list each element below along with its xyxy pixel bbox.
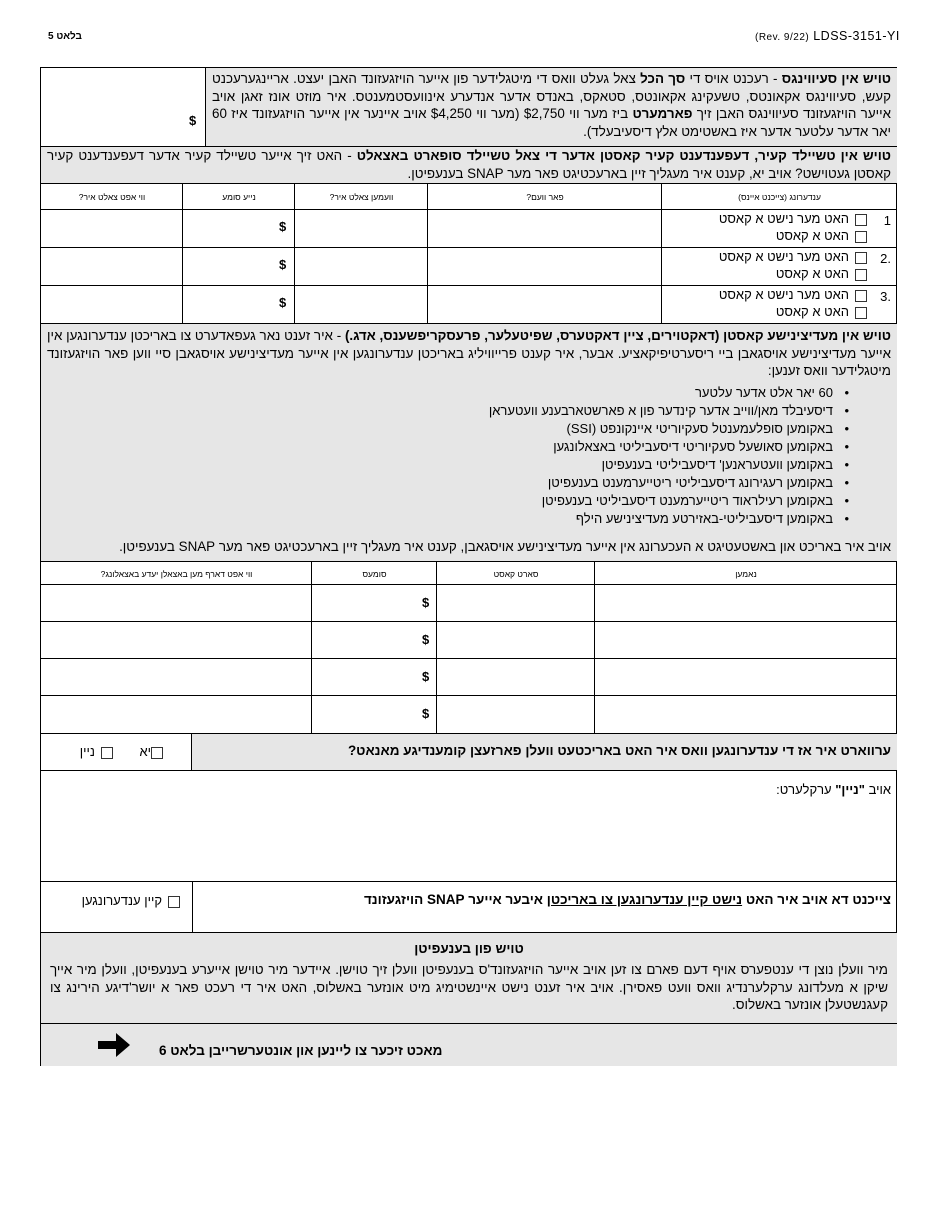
medical-footer: אויב איר באריכט און באשטעטיגט א העכערונג אין אייער מעדיצינישע אויסגאבן, קענט איר מעגליך זיין בארעכטיגט פאר מער SNAP בענעפיטן. [119, 538, 891, 554]
dollar-sign: $ [279, 257, 287, 272]
list-item: • דיסעיבלד מאן/ווייב אדער קינדער פון א פארשטארבענע וועטעראן [47, 402, 891, 420]
medical-text: טויש אין מעדיצינישע קאסטן (דאקטוירים, ציין דאקטערס, שפיטעלער, פרעסקריפשענס, אדג.) - איר זענט נאר געפאדערט צו באריכטן ענדערונגען אין אייער מעדיצינישע אויסגאבן ביי ריסערטיפיקאציע. אבער, איר קענט פרייוויליג באריכטן ענדערונגען אין אייער מעדיצינישע אויסגאבן סיי ווען פאר הויזגעזונד מיטגלידער וואס זענען: [47, 328, 891, 378]
continue-bar [41, 1024, 897, 1066]
explain-label: אויב "ניין" ערקלערט: [776, 782, 891, 797]
row-number: .2 [880, 251, 891, 266]
checkbox[interactable] [855, 307, 867, 319]
option-has-cost[interactable]: האט א קאסט [776, 303, 867, 320]
medical-col-name: נאמען [735, 569, 757, 579]
no-change-label: קיין ענדערונגען [81, 893, 162, 908]
explain-area[interactable] [41, 771, 897, 881]
no-change-text: צייכנט דא אויב איר האט נישט קיין ענדערונגען צו באריכטן איבער אייער SNAP הויזגעזונד [363, 892, 891, 907]
continue-question [191, 734, 897, 770]
childcare-text: טויש אין טשיילד קעיר, דעפענדענט קעיר קאסטן אדער די צאל טשיילד סופארט באצאלט - האט זיך אייער טשיילד קעיר אדער דעפענדענט קעיר קאסטן געטוישט? אויב יא, קענט איר מעגליך זיין בארעכטיגט פאר מער SNAP בענעפיטן. [47, 148, 891, 181]
childcare-col-for-whom: פאר וועם? [526, 192, 564, 202]
medical-row-2 [41, 621, 897, 658]
medical-col-amount: סומעס [362, 569, 387, 579]
checkbox[interactable] [855, 269, 867, 281]
option-no-cost[interactable]: האט מער נישט א קאסט [719, 286, 867, 303]
childcare-col-frequency: ווי אפט צאלט איר? [78, 192, 146, 202]
childcare-col-new-amount: נייע סומע [222, 192, 256, 202]
medical-row-3 [41, 658, 897, 695]
list-item: • באקומען וועטעראנען' דיסעביליטי בענעפיטן [47, 456, 891, 474]
arrow-right-icon [96, 1030, 132, 1060]
dollar-sign: $ [422, 632, 430, 647]
medical-section [41, 324, 897, 561]
childcare-col-pay-whom: וועמען צאלט איר? [329, 192, 394, 202]
savings-text: טויש אין סעיווינגס - רעכנט אויס די סך הכל צאל געלט וואס די מיטגלידער פון אייער הויזגעזונד האבן יעצט. אריינגערעכנט קעש, סעיווינגס אקאונטס, טשעקינג אקאונטס, סטאקס, באנדס אדער אנדערע אינוועסטמענטס. איר מוזט אונז זאגן אויב אייער הויזגעזונד סעיווינגס האבן זיך פארמערט ביז מער ווי $2,750 (מער ווי $4,250 אויב איינער אין אייער הויזגעזונד איז 60 יאר אדער עלטער אדער איז באשטימט אלץ דיסעיבעלד). [212, 71, 891, 139]
no-change-checkbox[interactable] [168, 896, 180, 908]
childcare-col-change: ענדערונג (צייכנט איינס) [738, 192, 821, 202]
list-item: • 60 יאר אלט אדער עלטער [47, 384, 891, 402]
continue-text: מאכט זיכער צו ליינען און אונטערשרייבן בלאט 6 [159, 1043, 443, 1058]
list-item: • באקומען דיסעביליטי-באזירטע מעדיצינישע הילף [47, 510, 891, 528]
form-id [755, 29, 900, 43]
medical-row-4 [41, 695, 897, 733]
dollar-sign: $ [422, 595, 430, 610]
dollar-sign: $ [279, 219, 287, 234]
checkbox[interactable] [855, 214, 867, 226]
medical-col-type: סארט קאסט [493, 569, 539, 579]
no-change-option[interactable] [41, 882, 192, 932]
childcare-row-1 [41, 209, 897, 247]
row-number: 1 [883, 213, 891, 228]
yes-checkbox[interactable] [151, 747, 163, 759]
no-checkbox[interactable] [101, 747, 113, 759]
dollar-sign: $ [189, 113, 197, 128]
checkbox[interactable] [855, 231, 867, 243]
page-number: בלאט 5 [48, 31, 82, 42]
savings-section [205, 68, 897, 146]
option-no-cost[interactable]: האט מער נישט א קאסט [719, 248, 867, 265]
medical-conditions-list [47, 384, 891, 528]
childcare-row-2 [41, 247, 897, 285]
question-text: ערווארט איר אז די ענדערונגען וואס איר האט באריכטעט וועלן פארזעצן קומענדיגע מאנאט? [347, 743, 891, 758]
childcare-row-3 [41, 285, 897, 323]
row-number: .3 [880, 289, 891, 304]
dollar-sign: $ [422, 706, 430, 721]
form-number: LDSS-3151-YI [813, 29, 900, 43]
dollar-sign: $ [279, 295, 287, 310]
medical-row-1 [41, 584, 897, 621]
no-option[interactable]: ניין [80, 743, 113, 760]
yes-no-options [41, 734, 191, 770]
list-item: • באקומען רעילראוד ריטייערמענט דיסעביליטי בענעפיטן [47, 492, 891, 510]
checkbox[interactable] [855, 252, 867, 264]
dollar-sign: $ [422, 669, 430, 684]
medical-col-frequency: ווי אפט דארף מען באצאלן יעדע באצאלונג? [100, 569, 253, 579]
list-item: • באקומען סאושעל סעקיוריטי דיסעביליטי באצאלונגען [47, 438, 891, 456]
option-has-cost[interactable]: האט א קאסט [776, 265, 867, 282]
list-item: • באקומען רעגירונג דיסעביליטי ריטייערמענט בענעפיטן [47, 474, 891, 492]
list-item: • באקומען סופלעמענטל סעקיוריטי איינקונפט (SSI) [47, 420, 891, 438]
no-change-row [192, 882, 897, 932]
form-frame [40, 67, 897, 1066]
revision-date: (Rev. 9/22) [755, 32, 810, 43]
option-no-cost[interactable]: האט מער נישט א קאסט [719, 210, 867, 227]
benefit-change-text: מיר וועלן נוצן די ענטפערס אויף דעם פארם צו זען אויב אייער הויזגעזונד'ס בענעפיטן וועלן זיך טוישן. איידער מיר טוישן אייערע בענעפיטן, וועלן מיר אייך שיקן א מעלדונג ערקלערנדיג וואס וועט פאסירן. אויב איר זענט נישט איינשטימיג מיט אונזער באשלוס, האט איר די רעכט פאר א יושר'דיגע הירינג צו קעגנשטעלן אונזער באשלוס. [50, 962, 888, 1012]
benefit-change-title: טויש פון בענעפיטן [414, 941, 524, 956]
checkbox[interactable] [855, 290, 867, 302]
childcare-section [41, 147, 897, 183]
option-has-cost[interactable]: האט א קאסט [776, 227, 867, 244]
savings-amount-field[interactable] [41, 68, 205, 146]
benefit-change-section [41, 933, 897, 1023]
yes-option[interactable]: יא [139, 743, 163, 760]
